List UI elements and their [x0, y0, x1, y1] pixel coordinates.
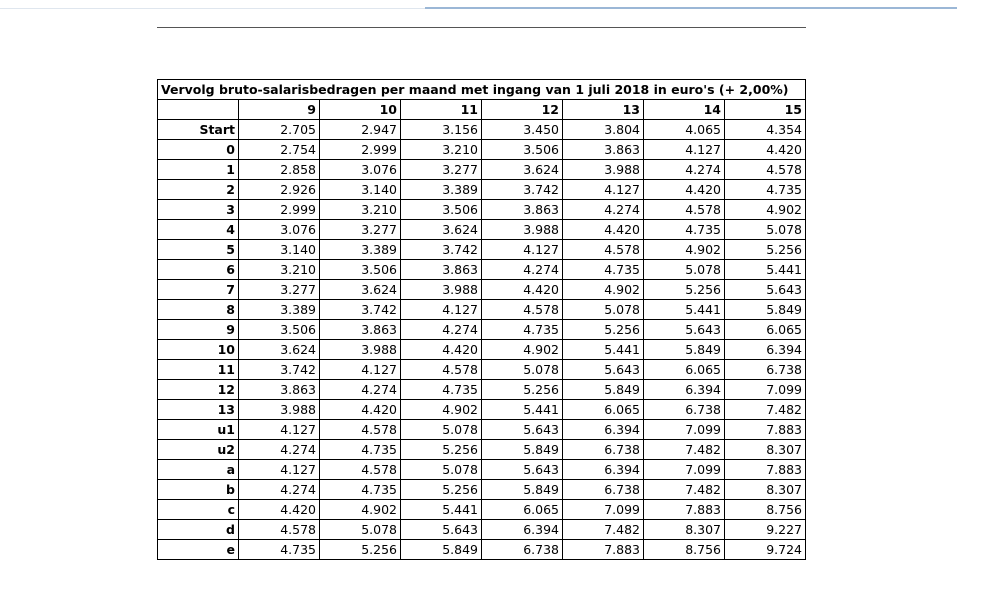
column-header-scale-9: 9 [239, 100, 320, 120]
salary-cell: 6.394 [725, 340, 806, 360]
salary-cell: 5.643 [482, 460, 563, 480]
salary-cell: 6.738 [644, 400, 725, 420]
row-label: 7 [158, 280, 239, 300]
table-row [158, 180, 806, 200]
salary-cell: 3.506 [239, 320, 320, 340]
table-row [158, 360, 806, 380]
salary-cell: 4.902 [644, 240, 725, 260]
salary-cell: 3.624 [482, 160, 563, 180]
salary-cell: 4.578 [320, 420, 401, 440]
salary-cell: 9.227 [725, 520, 806, 540]
salary-table [157, 79, 806, 560]
salary-cell: 3.863 [482, 200, 563, 220]
salary-cell: 5.643 [563, 360, 644, 380]
salary-cell: 4.902 [401, 400, 482, 420]
salary-cell: 4.274 [239, 480, 320, 500]
table-row [158, 520, 806, 540]
salary-cell: 6.738 [563, 440, 644, 460]
table-row [158, 280, 806, 300]
row-label: 6 [158, 260, 239, 280]
salary-cell: 5.256 [644, 280, 725, 300]
table-row [158, 320, 806, 340]
salary-cell: 4.735 [320, 480, 401, 500]
salary-cell: 3.742 [320, 300, 401, 320]
table-row [158, 200, 806, 220]
row-label: 9 [158, 320, 239, 340]
salary-cell: 5.441 [563, 340, 644, 360]
salary-cell: 7.099 [644, 420, 725, 440]
column-header-scale-11: 11 [401, 100, 482, 120]
salary-cell: 3.804 [563, 120, 644, 140]
salary-cell: 7.099 [563, 500, 644, 520]
salary-cell: 4.735 [320, 440, 401, 460]
salary-cell: 3.988 [482, 220, 563, 240]
header-rule [157, 27, 806, 28]
salary-cell: 5.643 [401, 520, 482, 540]
salary-cell: 5.849 [401, 540, 482, 560]
salary-cell: 4.735 [563, 260, 644, 280]
table-row [158, 160, 806, 180]
salary-cell: 5.256 [482, 380, 563, 400]
column-header-row [158, 100, 806, 120]
salary-cell: 8.756 [644, 540, 725, 560]
row-label: u1 [158, 420, 239, 440]
salary-cell: 6.738 [482, 540, 563, 560]
salary-cell: 4.274 [239, 440, 320, 460]
row-label: 11 [158, 360, 239, 380]
salary-cell: 7.883 [644, 500, 725, 520]
salary-cell: 4.420 [320, 400, 401, 420]
salary-cell: 5.441 [401, 500, 482, 520]
table-row [158, 500, 806, 520]
salary-cell: 4.578 [320, 460, 401, 480]
row-label: b [158, 480, 239, 500]
salary-cell: 7.482 [563, 520, 644, 540]
salary-cell: 6.738 [563, 480, 644, 500]
table-row [158, 260, 806, 280]
salary-cell: 4.420 [401, 340, 482, 360]
salary-cell: 6.394 [482, 520, 563, 540]
table-row [158, 420, 806, 440]
salary-cell: 3.988 [563, 160, 644, 180]
salary-cell: 2.947 [320, 120, 401, 140]
salary-cell: 4.902 [320, 500, 401, 520]
salary-table-body [158, 120, 806, 560]
row-label: 1 [158, 160, 239, 180]
salary-cell: 6.065 [482, 500, 563, 520]
salary-cell: 7.482 [644, 440, 725, 460]
salary-cell: 4.127 [563, 180, 644, 200]
salary-cell: 4.065 [644, 120, 725, 140]
salary-cell: 5.441 [725, 260, 806, 280]
row-label: d [158, 520, 239, 540]
table-row [158, 480, 806, 500]
salary-cell: 3.389 [320, 240, 401, 260]
salary-cell: 2.999 [239, 200, 320, 220]
salary-cell: 3.076 [320, 160, 401, 180]
salary-cell: 6.394 [563, 460, 644, 480]
salary-cell: 3.277 [401, 160, 482, 180]
salary-cell: 3.863 [401, 260, 482, 280]
row-label: 12 [158, 380, 239, 400]
column-header-scale-13: 13 [563, 100, 644, 120]
table-row [158, 240, 806, 260]
top-divider-light [0, 8, 425, 9]
top-divider-accent [425, 7, 957, 9]
salary-cell: 3.742 [239, 360, 320, 380]
table-row [158, 120, 806, 140]
salary-cell: 3.863 [563, 140, 644, 160]
salary-cell: 4.127 [320, 360, 401, 380]
salary-cell: 3.140 [320, 180, 401, 200]
salary-cell: 3.863 [239, 380, 320, 400]
salary-cell: 5.849 [644, 340, 725, 360]
salary-cell: 3.389 [239, 300, 320, 320]
title-row [158, 80, 806, 100]
salary-cell: 2.858 [239, 160, 320, 180]
table-row [158, 540, 806, 560]
row-label: e [158, 540, 239, 560]
salary-cell: 2.999 [320, 140, 401, 160]
salary-cell: 5.078 [725, 220, 806, 240]
salary-cell: 8.307 [725, 440, 806, 460]
salary-cell: 4.735 [482, 320, 563, 340]
salary-cell: 3.988 [239, 400, 320, 420]
salary-cell: 4.420 [482, 280, 563, 300]
salary-cell: 4.127 [239, 460, 320, 480]
salary-cell: 5.256 [320, 540, 401, 560]
salary-cell: 5.849 [482, 440, 563, 460]
salary-cell: 3.624 [320, 280, 401, 300]
salary-cell: 5.441 [482, 400, 563, 420]
row-label: a [158, 460, 239, 480]
salary-cell: 7.099 [644, 460, 725, 480]
salary-cell: 5.256 [401, 480, 482, 500]
row-label: 2 [158, 180, 239, 200]
row-label: 0 [158, 140, 239, 160]
salary-cell: 3.076 [239, 220, 320, 240]
salary-cell: 9.724 [725, 540, 806, 560]
salary-cell: 5.256 [401, 440, 482, 460]
salary-cell: 3.988 [320, 340, 401, 360]
salary-cell: 5.078 [401, 420, 482, 440]
salary-cell: 3.277 [239, 280, 320, 300]
salary-cell: 7.482 [725, 400, 806, 420]
salary-cell: 4.127 [401, 300, 482, 320]
salary-cell: 4.735 [725, 180, 806, 200]
salary-cell: 6.394 [644, 380, 725, 400]
salary-cell: 8.307 [644, 520, 725, 540]
salary-cell: 5.078 [482, 360, 563, 380]
salary-cell: 3.277 [320, 220, 401, 240]
salary-cell: 4.578 [401, 360, 482, 380]
salary-cell: 6.065 [725, 320, 806, 340]
salary-cell: 4.578 [239, 520, 320, 540]
column-header-scale-12: 12 [482, 100, 563, 120]
row-label: 4 [158, 220, 239, 240]
salary-cell: 3.742 [482, 180, 563, 200]
salary-cell: 5.441 [644, 300, 725, 320]
salary-cell: 4.735 [401, 380, 482, 400]
salary-cell: 2.705 [239, 120, 320, 140]
salary-cell: 3.140 [239, 240, 320, 260]
salary-cell: 5.078 [320, 520, 401, 540]
table-row [158, 440, 806, 460]
salary-cell: 6.065 [563, 400, 644, 420]
salary-cell: 4.902 [563, 280, 644, 300]
salary-cell: 6.065 [644, 360, 725, 380]
salary-cell: 4.354 [725, 120, 806, 140]
salary-cell: 4.578 [482, 300, 563, 320]
salary-cell: 4.735 [239, 540, 320, 560]
salary-table-head [158, 80, 806, 120]
row-label: c [158, 500, 239, 520]
salary-cell: 4.127 [644, 140, 725, 160]
salary-cell: 4.578 [725, 160, 806, 180]
salary-cell: 8.307 [725, 480, 806, 500]
salary-cell: 4.274 [482, 260, 563, 280]
column-header-scale-14: 14 [644, 100, 725, 120]
salary-cell: 3.624 [239, 340, 320, 360]
salary-cell: 3.506 [401, 200, 482, 220]
salary-cell: 4.274 [563, 200, 644, 220]
table-row [158, 400, 806, 420]
salary-cell: 3.863 [320, 320, 401, 340]
salary-cell: 3.156 [401, 120, 482, 140]
salary-cell: 4.274 [401, 320, 482, 340]
corner-cell [158, 100, 239, 120]
salary-cell: 7.482 [644, 480, 725, 500]
salary-cell: 5.256 [563, 320, 644, 340]
table-row [158, 380, 806, 400]
table-row [158, 140, 806, 160]
salary-cell: 3.506 [482, 140, 563, 160]
salary-cell: 7.883 [725, 420, 806, 440]
salary-cell: 3.742 [401, 240, 482, 260]
salary-cell: 3.450 [482, 120, 563, 140]
salary-cell: 4.127 [239, 420, 320, 440]
row-label: 5 [158, 240, 239, 260]
table-row [158, 460, 806, 480]
salary-cell: 6.738 [725, 360, 806, 380]
salary-cell: 2.926 [239, 180, 320, 200]
salary-cell: 5.078 [563, 300, 644, 320]
salary-cell: 4.902 [482, 340, 563, 360]
table-title: Vervolg bruto-salarisbedragen per maand met ingang van 1 juli 2018 in euro's (+ 2,00%) [158, 80, 806, 100]
salary-cell: 3.624 [401, 220, 482, 240]
salary-cell: 5.849 [563, 380, 644, 400]
salary-cell: 3.988 [401, 280, 482, 300]
row-label: 3 [158, 200, 239, 220]
salary-cell: 3.210 [239, 260, 320, 280]
salary-cell: 4.420 [239, 500, 320, 520]
salary-cell: 4.902 [725, 200, 806, 220]
salary-cell: 4.420 [563, 220, 644, 240]
column-header-scale-10: 10 [320, 100, 401, 120]
salary-cell: 4.420 [644, 180, 725, 200]
salary-cell: 4.127 [482, 240, 563, 260]
salary-cell: 4.274 [320, 380, 401, 400]
row-label: Start [158, 120, 239, 140]
salary-cell: 2.754 [239, 140, 320, 160]
salary-cell: 6.394 [563, 420, 644, 440]
salary-cell: 5.643 [725, 280, 806, 300]
row-label: 10 [158, 340, 239, 360]
column-header-scale-15: 15 [725, 100, 806, 120]
salary-cell: 7.883 [563, 540, 644, 560]
salary-cell: 5.078 [401, 460, 482, 480]
salary-cell: 4.420 [725, 140, 806, 160]
salary-cell: 3.506 [320, 260, 401, 280]
salary-cell: 4.578 [563, 240, 644, 260]
table-row [158, 300, 806, 320]
salary-cell: 5.849 [482, 480, 563, 500]
salary-cell: 7.883 [725, 460, 806, 480]
table-row [158, 220, 806, 240]
salary-cell: 3.210 [320, 200, 401, 220]
salary-cell: 4.274 [644, 160, 725, 180]
table-row [158, 340, 806, 360]
row-label: 13 [158, 400, 239, 420]
salary-cell: 4.578 [644, 200, 725, 220]
salary-cell: 3.389 [401, 180, 482, 200]
salary-cell: 3.210 [401, 140, 482, 160]
salary-cell: 5.643 [482, 420, 563, 440]
salary-cell: 4.735 [644, 220, 725, 240]
salary-cell: 5.849 [725, 300, 806, 320]
row-label: 8 [158, 300, 239, 320]
salary-cell: 7.099 [725, 380, 806, 400]
salary-cell: 5.256 [725, 240, 806, 260]
salary-cell: 5.643 [644, 320, 725, 340]
salary-cell: 8.756 [725, 500, 806, 520]
salary-cell: 5.078 [644, 260, 725, 280]
row-label: u2 [158, 440, 239, 460]
